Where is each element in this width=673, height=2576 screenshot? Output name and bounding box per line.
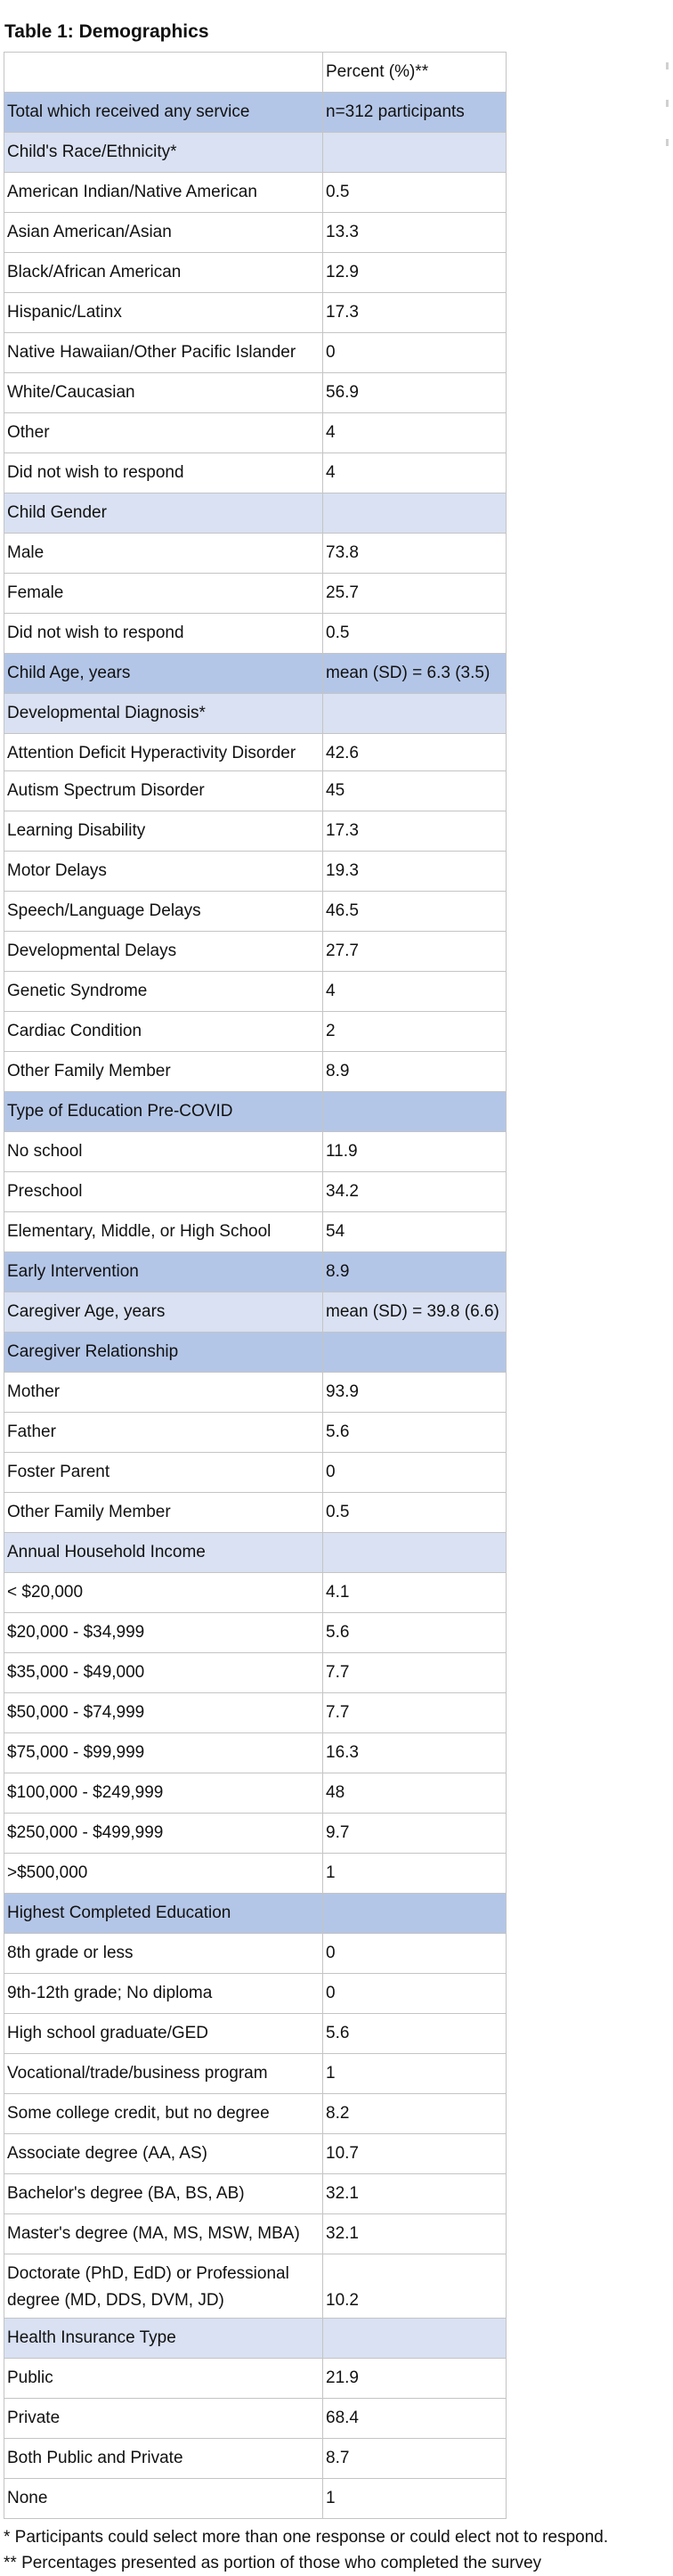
row-label: Elementary, Middle, or High School	[4, 1212, 323, 1252]
row-label: Speech/Language Delays	[4, 892, 323, 932]
table-row	[4, 734, 507, 771]
row-label: < $20,000	[4, 1573, 323, 1613]
demographics-table	[4, 52, 507, 2519]
row-value: 46.5	[323, 892, 507, 932]
row-label: $50,000 - $74,999	[4, 1693, 323, 1733]
row-value: 11.9	[323, 1132, 507, 1172]
row-label: Some college credit, but no degree	[4, 2094, 323, 2134]
row-label: Developmental Delays	[4, 932, 323, 972]
row-label: Vocational/trade/business program	[4, 2054, 323, 2094]
row-value: 25.7	[323, 574, 507, 614]
row-value: 0	[323, 333, 507, 373]
table-row	[4, 852, 507, 892]
row-value: 0	[323, 1934, 507, 1974]
row-value: 4.1	[323, 1573, 507, 1613]
row-label: $75,000 - $99,999	[4, 1733, 323, 1773]
row-value: 48	[323, 1773, 507, 1814]
edge-mark	[666, 139, 669, 146]
row-label: $250,000 - $499,999	[4, 1814, 323, 1854]
row-label: 9th-12th grade; No diploma	[4, 1974, 323, 2014]
row-value: 7.7	[323, 1693, 507, 1733]
row-label: Black/African American	[4, 253, 323, 293]
row-value: 54	[323, 1212, 507, 1252]
table-row	[4, 373, 507, 413]
row-label: Learning Disability	[4, 811, 323, 852]
row-value: 56.9	[323, 373, 507, 413]
row-value: 17.3	[323, 293, 507, 333]
row-value: 4	[323, 413, 507, 453]
row-value: 8.9	[323, 1052, 507, 1092]
row-label: Doctorate (PhD, EdD) or Professional degree (MD, DDS, DVM, JD)	[4, 2254, 323, 2319]
table-row	[4, 1854, 507, 1894]
row-value	[323, 694, 507, 734]
row-value: 21.9	[323, 2359, 507, 2399]
row-value: 27.7	[323, 932, 507, 972]
footnotes	[4, 2524, 608, 2576]
row-label: Native Hawaiian/Other Pacific Islander	[4, 333, 323, 373]
row-label: Male	[4, 534, 323, 574]
row-label: $35,000 - $49,000	[4, 1653, 323, 1693]
table-row	[4, 2014, 507, 2054]
row-label: Health Insurance Type	[4, 2319, 323, 2359]
row-value: 32.1	[323, 2174, 507, 2214]
table-row	[4, 1212, 507, 1252]
table-row	[4, 2174, 507, 2214]
row-label: Did not wish to respond	[4, 453, 323, 493]
row-label: Child Gender	[4, 493, 323, 534]
table-row	[4, 2359, 507, 2399]
row-value: mean (SD) = 39.8 (6.6)	[323, 1292, 507, 1333]
row-value: 0	[323, 1974, 507, 2014]
row-label: Early Intervention	[4, 1252, 323, 1292]
row-label: Bachelor's degree (BA, BS, AB)	[4, 2174, 323, 2214]
row-value: 17.3	[323, 811, 507, 852]
row-value: 9.7	[323, 1814, 507, 1854]
table-row	[4, 1413, 507, 1453]
row-label: Developmental Diagnosis*	[4, 694, 323, 734]
table-row	[4, 453, 507, 493]
row-value: 19.3	[323, 852, 507, 892]
row-label: Master's degree (MA, MS, MSW, MBA)	[4, 2214, 323, 2254]
row-value: mean (SD) = 6.3 (3.5)	[323, 654, 507, 694]
header-cell-label	[4, 53, 323, 93]
row-label: American Indian/Native American	[4, 173, 323, 213]
edge-mark	[666, 62, 669, 69]
row-value: 34.2	[323, 1172, 507, 1212]
row-label: Asian American/Asian	[4, 213, 323, 253]
table-row	[4, 1974, 507, 2014]
table-row	[4, 1012, 507, 1052]
table-row	[4, 1934, 507, 1974]
table-row	[4, 1453, 507, 1493]
table-row	[4, 2134, 507, 2174]
row-label: Total which received any service	[4, 93, 323, 133]
table-row	[4, 1814, 507, 1854]
row-value: 73.8	[323, 534, 507, 574]
row-label: Motor Delays	[4, 852, 323, 892]
table-row	[4, 413, 507, 453]
row-label: High school graduate/GED	[4, 2014, 323, 2054]
row-label: Both Public and Private	[4, 2439, 323, 2479]
table-row	[4, 1052, 507, 1092]
row-label: Child Age, years	[4, 654, 323, 694]
row-value: 4	[323, 453, 507, 493]
row-value: 0.5	[323, 614, 507, 654]
table-row	[4, 2254, 507, 2319]
table-row	[4, 2094, 507, 2134]
row-label: Preschool	[4, 1172, 323, 1212]
table-row	[4, 1292, 507, 1333]
table-title: Table 1: Demographics	[4, 21, 209, 42]
row-label: Hispanic/Latinx	[4, 293, 323, 333]
row-value: 8.2	[323, 2094, 507, 2134]
row-label: Child's Race/Ethnicity*	[4, 133, 323, 173]
table-row	[4, 1653, 507, 1693]
row-value: 4	[323, 972, 507, 1012]
table-row	[4, 173, 507, 213]
row-label: Did not wish to respond	[4, 614, 323, 654]
row-label: None	[4, 2479, 323, 2519]
row-label: Other Family Member	[4, 1052, 323, 1092]
row-value: 10.2	[323, 2254, 507, 2319]
row-value: 8.7	[323, 2439, 507, 2479]
table-row	[4, 1092, 507, 1132]
table-row	[4, 811, 507, 852]
table-row	[4, 213, 507, 253]
row-label: Attention Deficit Hyperactivity Disorder	[4, 734, 323, 771]
row-value: 68.4	[323, 2399, 507, 2439]
row-value	[323, 1092, 507, 1132]
row-value: n=312 participants	[323, 93, 507, 133]
row-value	[323, 1894, 507, 1934]
table-row	[4, 654, 507, 694]
table-row	[4, 2399, 507, 2439]
row-label: Autism Spectrum Disorder	[4, 771, 323, 811]
row-label: >$500,000	[4, 1854, 323, 1894]
table-row	[4, 93, 507, 133]
row-label: Caregiver Age, years	[4, 1292, 323, 1333]
row-label: Type of Education Pre-COVID	[4, 1092, 323, 1132]
table-row	[4, 1573, 507, 1613]
table-body	[4, 53, 507, 2519]
table-row	[4, 333, 507, 373]
row-value: 8.9	[323, 1252, 507, 1292]
row-label: Female	[4, 574, 323, 614]
row-value: 1	[323, 2054, 507, 2094]
row-value	[323, 1333, 507, 1373]
table-row	[4, 1693, 507, 1733]
row-value: 93.9	[323, 1373, 507, 1413]
row-label: Annual Household Income	[4, 1533, 323, 1573]
table-row	[4, 614, 507, 654]
table-row	[4, 534, 507, 574]
row-label: 8th grade or less	[4, 1934, 323, 1974]
table-row	[4, 253, 507, 293]
row-value: 5.6	[323, 1613, 507, 1653]
table-row	[4, 1894, 507, 1934]
table-row	[4, 1613, 507, 1653]
row-label: $100,000 - $249,999	[4, 1773, 323, 1814]
row-value: 45	[323, 771, 507, 811]
table-row	[4, 493, 507, 534]
table-row	[4, 972, 507, 1012]
table-row	[4, 694, 507, 734]
header-cell-percent: Percent (%)**	[323, 53, 507, 93]
row-label: Highest Completed Education	[4, 1894, 323, 1934]
row-label: $20,000 - $34,999	[4, 1613, 323, 1653]
row-label: Other Family Member	[4, 1493, 323, 1533]
table-row	[4, 2319, 507, 2359]
table-row	[4, 2054, 507, 2094]
row-value	[323, 493, 507, 534]
row-label: Associate degree (AA, AS)	[4, 2134, 323, 2174]
row-value: 13.3	[323, 213, 507, 253]
row-label: Foster Parent	[4, 1453, 323, 1493]
edge-mark	[666, 100, 669, 107]
row-value: 5.6	[323, 2014, 507, 2054]
table-row	[4, 2214, 507, 2254]
row-value: 10.7	[323, 2134, 507, 2174]
table-row	[4, 932, 507, 972]
row-label: Mother	[4, 1373, 323, 1413]
table-row	[4, 1333, 507, 1373]
table-row	[4, 293, 507, 333]
row-value: 0	[323, 1453, 507, 1493]
row-value: 7.7	[323, 1653, 507, 1693]
row-value	[323, 1533, 507, 1573]
row-value: 1	[323, 2479, 507, 2519]
table-row	[4, 574, 507, 614]
row-value	[323, 2319, 507, 2359]
row-label: Private	[4, 2399, 323, 2439]
table-row	[4, 1733, 507, 1773]
footnote-2: ** Percentages presented as portion of those who completed the survey	[4, 2554, 542, 2572]
row-label: White/Caucasian	[4, 373, 323, 413]
row-label: No school	[4, 1132, 323, 1172]
row-value: 5.6	[323, 1413, 507, 1453]
row-value: 16.3	[323, 1733, 507, 1773]
table-row	[4, 1373, 507, 1413]
footnote-1: * Participants could select more than one response or could elect not to respond.	[4, 2528, 609, 2547]
table-row	[4, 2479, 507, 2519]
table-row	[4, 1132, 507, 1172]
row-value: 1	[323, 1854, 507, 1894]
table-row	[4, 1533, 507, 1573]
table-row	[4, 1773, 507, 1814]
row-value: 12.9	[323, 253, 507, 293]
table-row	[4, 1172, 507, 1212]
row-value: 0.5	[323, 1493, 507, 1533]
table-row	[4, 2439, 507, 2479]
table-header-row	[4, 53, 507, 93]
row-label: Caregiver Relationship	[4, 1333, 323, 1373]
row-value: 42.6	[323, 734, 507, 771]
table-row	[4, 1493, 507, 1533]
row-label: Father	[4, 1413, 323, 1453]
table-row	[4, 1252, 507, 1292]
row-label: Genetic Syndrome	[4, 972, 323, 1012]
row-label: Cardiac Condition	[4, 1012, 323, 1052]
row-value: 2	[323, 1012, 507, 1052]
row-label: Public	[4, 2359, 323, 2399]
row-value	[323, 133, 507, 173]
table-row	[4, 892, 507, 932]
table-row	[4, 771, 507, 811]
row-value: 0.5	[323, 173, 507, 213]
table-row	[4, 133, 507, 173]
row-value: 32.1	[323, 2214, 507, 2254]
row-label: Other	[4, 413, 323, 453]
